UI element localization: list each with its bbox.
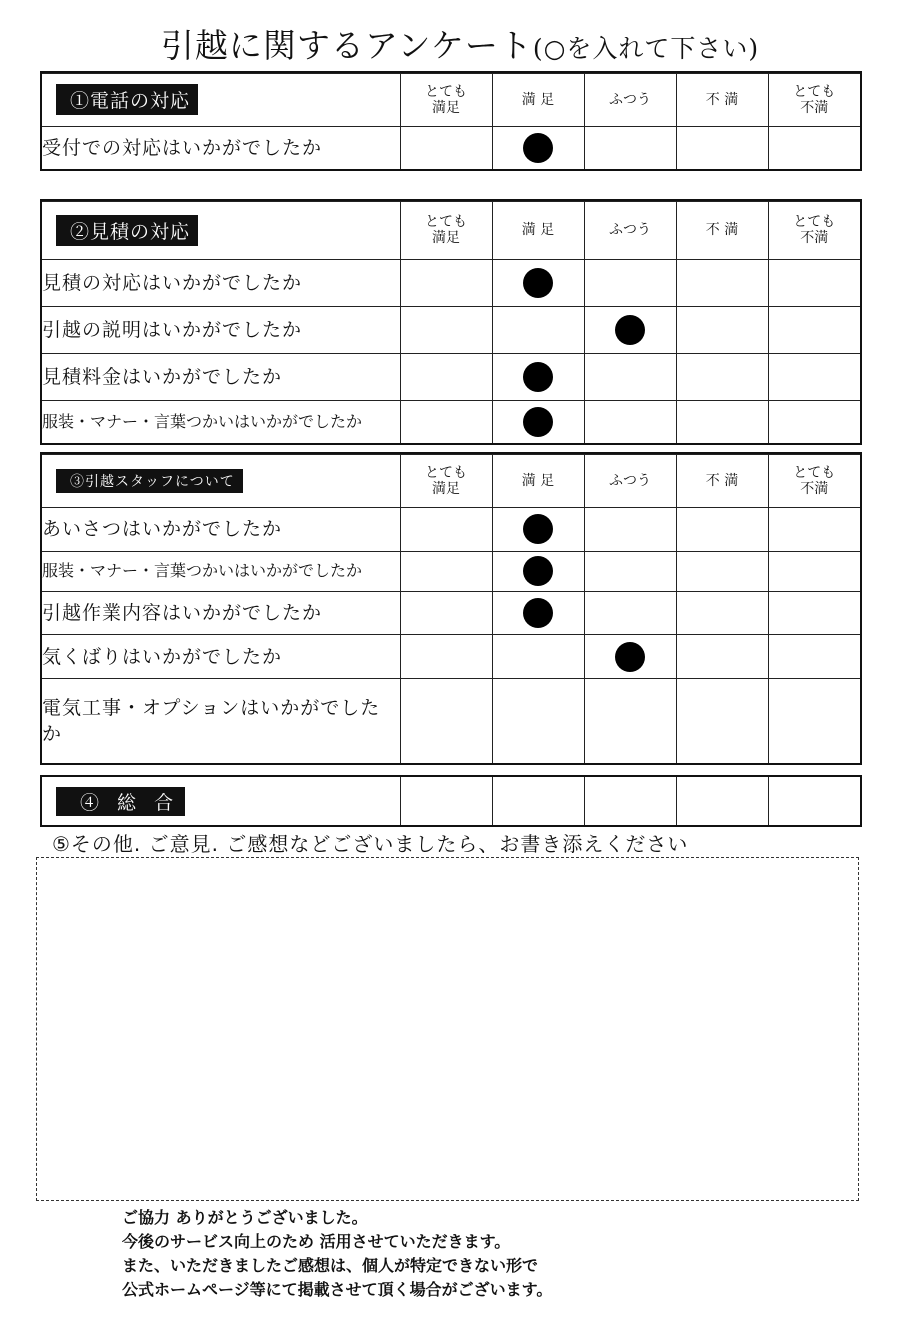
question-text: 服装・マナー・言葉つかいはいかがでしたか	[42, 400, 400, 443]
rating-cell[interactable]	[400, 591, 492, 634]
question-text: 見積の対応はいかがでしたか	[42, 259, 400, 306]
rating-header: とても 満足	[400, 74, 492, 127]
rating-header: とても 不満	[768, 455, 860, 508]
rating-cell[interactable]	[676, 306, 768, 353]
rating-cell[interactable]	[676, 259, 768, 306]
rating-header: ふつう	[584, 202, 676, 260]
rating-cell[interactable]	[492, 400, 584, 443]
rating-header: とても 不満	[768, 74, 860, 127]
rating-cell[interactable]	[676, 400, 768, 443]
question-text: 受付での対応はいかがでしたか	[42, 126, 400, 169]
thanks-line: また、いただきましたご感想は、個人が特定できない形で	[122, 1256, 539, 1275]
comments-box[interactable]	[36, 857, 859, 1201]
rating-cell[interactable]	[768, 306, 860, 353]
rating-header: とても 満足	[400, 455, 492, 508]
question-row	[42, 508, 860, 551]
rating-cell[interactable]	[492, 591, 584, 634]
section-overall	[40, 775, 862, 827]
rating-cell[interactable]	[584, 259, 676, 306]
section-header-cell	[42, 202, 400, 260]
rating-cell[interactable]	[768, 551, 860, 591]
question-row	[42, 259, 860, 306]
overall-rating-cell[interactable]	[400, 777, 492, 825]
section-estimate	[40, 199, 862, 445]
question-text: 服装・マナー・言葉つかいはいかがでしたか	[42, 551, 400, 591]
survey-title	[100, 20, 820, 70]
selected-mark	[523, 133, 553, 163]
rating-cell[interactable]	[676, 353, 768, 400]
rating-header: ふつう	[584, 74, 676, 127]
rating-cell[interactable]	[492, 508, 584, 551]
survey-title-sub: (○を入れて下さい)	[532, 34, 760, 63]
rating-cell[interactable]	[492, 306, 584, 353]
thanks-line: 公式ホームページ等にて掲載させて頂く場合がございます。	[122, 1280, 553, 1299]
rating-cell[interactable]	[768, 678, 860, 763]
rating-cell[interactable]	[584, 551, 676, 591]
survey-title-main: 引越に関するアンケート	[160, 26, 533, 65]
section-header-cell	[42, 74, 400, 127]
rating-header: 満 足	[492, 455, 584, 508]
question-row	[42, 635, 860, 678]
rating-cell[interactable]	[584, 400, 676, 443]
rating-cell[interactable]	[768, 591, 860, 634]
rating-header: とても 満足	[400, 202, 492, 260]
selected-mark	[615, 642, 645, 672]
rating-cell[interactable]	[584, 678, 676, 763]
rating-cell[interactable]	[400, 259, 492, 306]
question-text: 電気工事・オプションはいかがでしたか	[42, 678, 400, 763]
rating-cell[interactable]	[492, 353, 584, 400]
question-text: 気くばりはいかがでしたか	[42, 635, 400, 678]
rating-cell[interactable]	[768, 353, 860, 400]
question-row	[42, 126, 860, 169]
rating-cell[interactable]	[400, 678, 492, 763]
rating-cell[interactable]	[400, 353, 492, 400]
selected-mark	[615, 315, 645, 345]
section-staff	[40, 452, 862, 765]
rating-cell[interactable]	[676, 508, 768, 551]
selected-mark	[523, 514, 553, 544]
overall-label-cell	[42, 777, 400, 825]
question-row	[42, 678, 860, 763]
section-phone	[40, 71, 862, 171]
rating-header: 満 足	[492, 74, 584, 127]
question-row	[42, 306, 860, 353]
rating-cell[interactable]	[492, 635, 584, 678]
rating-cell[interactable]	[768, 400, 860, 443]
rating-cell[interactable]	[492, 126, 584, 169]
thanks-line: 今後のサービス向上のため 活用させていただきます。	[122, 1232, 511, 1251]
rating-cell[interactable]	[400, 400, 492, 443]
question-row	[42, 400, 860, 443]
rating-header: とても 不満	[768, 202, 860, 260]
question-text: 引越作業内容はいかがでしたか	[42, 591, 400, 634]
rating-cell[interactable]	[400, 635, 492, 678]
selected-mark	[523, 407, 553, 437]
overall-rating-cell[interactable]	[768, 777, 860, 825]
rating-header: 不 満	[676, 202, 768, 260]
rating-cell[interactable]	[768, 259, 860, 306]
rating-cell[interactable]	[676, 126, 768, 169]
overall-rating-cell[interactable]	[676, 777, 768, 825]
selected-mark	[523, 268, 553, 298]
question-text: 引越の説明はいかがでしたか	[42, 306, 400, 353]
overall-rating-cell[interactable]	[584, 777, 676, 825]
comments-label: ⑤その他. ご意見. ご感想などございましたら、お書き添えください	[52, 832, 689, 856]
rating-cell[interactable]	[400, 306, 492, 353]
section-label: ③引越スタッフについて	[56, 469, 243, 493]
overall-label: ④ 総 合	[56, 787, 185, 816]
selected-mark	[523, 598, 553, 628]
question-text: あいさつはいかがでしたか	[42, 508, 400, 551]
rating-header: 満 足	[492, 202, 584, 260]
rating-cell[interactable]	[676, 678, 768, 763]
question-row	[42, 551, 860, 591]
question-row	[42, 591, 860, 634]
section-label: ②見積の対応	[56, 215, 198, 246]
question-text: 見積料金はいかがでしたか	[42, 353, 400, 400]
rating-cell[interactable]	[584, 353, 676, 400]
rating-cell[interactable]	[492, 259, 584, 306]
rating-cell[interactable]	[676, 635, 768, 678]
thanks-line: ご協力 ありがとうございました。	[122, 1208, 368, 1227]
rating-cell[interactable]	[676, 591, 768, 634]
rating-cell[interactable]	[584, 635, 676, 678]
section-label: ①電話の対応	[56, 84, 198, 115]
rating-cell[interactable]	[768, 635, 860, 678]
rating-cell[interactable]	[492, 678, 584, 763]
rating-header: 不 満	[676, 455, 768, 508]
rating-cell[interactable]	[768, 126, 860, 169]
rating-cell[interactable]	[400, 551, 492, 591]
rating-cell[interactable]	[400, 508, 492, 551]
rating-cell[interactable]	[584, 508, 676, 551]
thanks-note	[122, 1206, 782, 1302]
rating-cell[interactable]	[492, 551, 584, 591]
question-row	[42, 353, 860, 400]
selected-mark	[523, 556, 553, 586]
rating-cell[interactable]	[584, 126, 676, 169]
rating-header: 不 満	[676, 74, 768, 127]
rating-header: ふつう	[584, 455, 676, 508]
selected-mark	[523, 362, 553, 392]
section-header-cell	[42, 455, 400, 508]
rating-cell[interactable]	[768, 508, 860, 551]
overall-rating-cell[interactable]	[492, 777, 584, 825]
rating-cell[interactable]	[584, 591, 676, 634]
rating-cell[interactable]	[400, 126, 492, 169]
rating-cell[interactable]	[676, 551, 768, 591]
rating-cell[interactable]	[584, 306, 676, 353]
